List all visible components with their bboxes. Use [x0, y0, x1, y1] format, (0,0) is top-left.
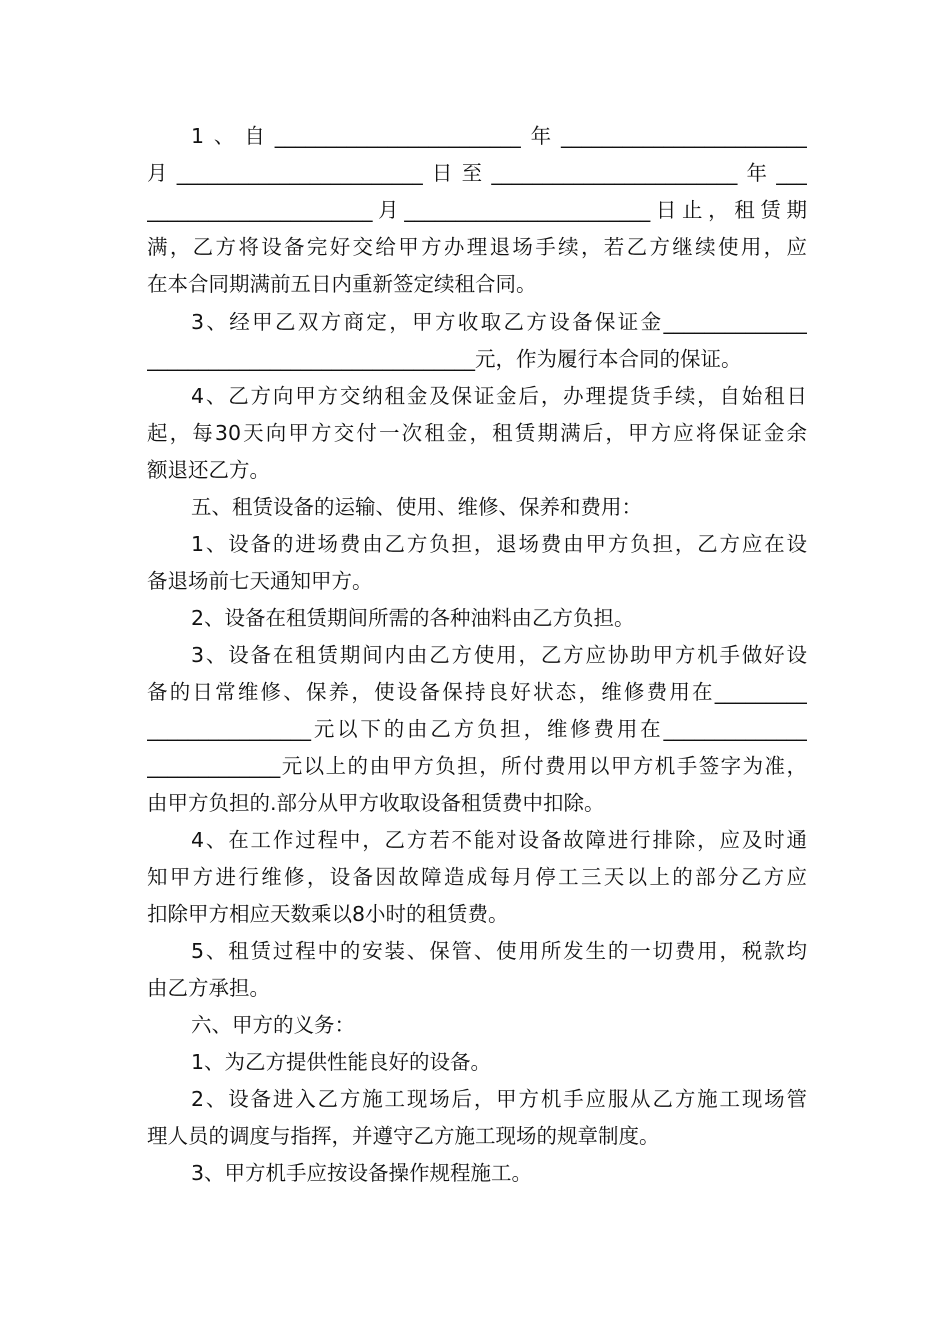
line-s5-item5-end: 由乙方承担。 — [147, 976, 270, 1000]
line-s5-item1-end: 备退场前七天通知甲方。 — [147, 569, 373, 593]
line-s6-item1: 1、为乙方提供性能良好的设备。 — [191, 1050, 492, 1074]
line-section1-item1-end: 在本合同期满前五日内重新签定续租合同。 — [147, 272, 537, 296]
line-s5-item3: 3、设备在租赁期间内由乙方使用，乙方应协助甲方机手做好设 — [191, 643, 807, 667]
line-s6-item3: 3、甲方机手应按设备操作规程施工。 — [191, 1161, 533, 1185]
line-item4-rent-cont: 起，每30天向甲方交付一次租金，租赁期满后，甲方应将保证金余 — [147, 421, 807, 445]
line-s5-item3-end: 由甲方负担的.部分从甲方收取设备租赁费中扣除。 — [147, 791, 605, 815]
line-section1-item1-cont: ______________________月________________________日止，租赁期 — [147, 198, 807, 222]
line-s5-item5: 5、租赁过程中的安装、保管、使用所发生的一切费用，税款均 — [191, 939, 807, 963]
line-s5-item1: 1、设备的进场费由乙方负担，退场费由甲方负担，乙方应在设 — [191, 532, 807, 556]
line-section1-item1: 1、自________________________年________________________ — [191, 124, 807, 148]
line-item3-deposit: 3、经甲乙双方商定，甲方收取乙方设备保证金______________ — [191, 310, 807, 334]
section-heading-six: 六、甲方的义务： — [191, 1013, 355, 1037]
line-s5-item4-cont: 知甲方进行维修，设备因故障造成每月停工三天以上的部分乙方应 — [147, 865, 807, 889]
line-item4-rent: 4、乙方向甲方交纳租金及保证金后，办理提货手续，自始租日 — [191, 384, 807, 408]
line-s5-item2: 2、设备在租赁期间所需的各种油料由乙方负担。 — [191, 606, 635, 630]
line-s5-item4: 4、在工作过程中，乙方若不能对设备故障进行排除，应及时通 — [191, 828, 807, 852]
line-s5-item3-cont: ________________元以下的由乙方负担，维修费用在______________ — [147, 717, 807, 741]
line-s5-item4-end: 扣除甲方相应天数乘以8小时的租赁费。 — [147, 902, 509, 926]
line-section1-item1-cont: 月________________________日至________________________年___ — [147, 161, 807, 185]
line-s6-item2: 2、设备进入乙方施工现场后，甲方机手应服从乙方施工现场管 — [191, 1087, 807, 1111]
line-section1-item1-cont: 满，乙方将设备完好交给甲方办理退场手续，若乙方继续使用，应 — [147, 235, 807, 259]
line-s6-item2-end: 理人员的调度与指挥，并遵守乙方施工现场的规章制度。 — [147, 1124, 660, 1148]
line-item3-deposit-end: ________________________________元，作为履行本合同的保证。 — [147, 347, 742, 371]
line-item4-rent-end: 额退还乙方。 — [147, 458, 270, 482]
section-heading-five: 五、租赁设备的运输、使用、维修、保养和费用： — [191, 495, 642, 519]
line-s5-item3-cont: 备的日常维修、保养，使设备保持良好状态，维修费用在_________ — [147, 680, 807, 704]
line-s5-item3-cont: _____________元以上的由甲方负担，所付费用以甲方机手签字为准， — [147, 754, 807, 778]
